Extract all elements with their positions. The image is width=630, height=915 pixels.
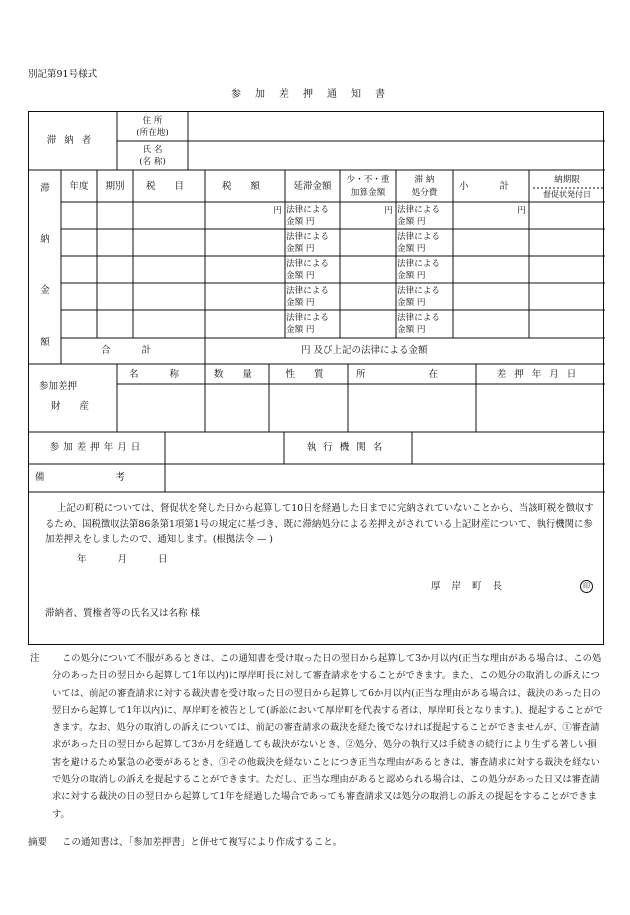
name-sublabel: (名 称) [139,157,166,167]
legal-amount-line: 金額 円 [397,244,426,254]
address-sublabel: (所在地) [136,128,169,138]
legal-amount-line: 法律による [397,232,440,242]
date-line: 年 月 日 [77,554,182,565]
total-value: 円 及び上記の法律による金額 [301,345,428,356]
yen-unit: 円 [384,206,393,216]
header-disposal-fee: 処分費 [411,188,438,198]
form-number: 別記第91号様式 [28,69,98,80]
header-subtotal: 小 計 [458,181,524,192]
page-title: 参加差押通知書 [231,89,399,100]
header-period: 期別 [105,181,125,192]
summary-text: この通知書は、「参加差押書」と併せて複写により作成すること。 [62,837,343,848]
header-late-fee: 延滞金額 [293,181,332,192]
legal-amount-line: 金額 円 [397,325,426,335]
property-header-seizure-date: 差押年月日 [496,369,585,380]
header-notice-date: 督促状発付日 [543,190,591,199]
legal-amount-line: 金額 円 [397,298,426,308]
executing-agency-label: 執行機関名 [306,442,390,453]
header-tax-amount: 税 額 [221,181,269,192]
legal-amount-line: 法律による [397,205,440,215]
property-header-name: 名 称 [128,369,194,380]
legal-amount-line: 金額 円 [397,271,426,281]
header-due-date: 納期限 [554,175,580,185]
legal-amount-line: 金額 円 [286,298,315,308]
arrears-side-char: 納 [40,234,50,245]
yen-unit: 円 [517,206,526,216]
property-label-sub: 財 産 [51,401,98,412]
seal-mark: 印 [580,580,593,593]
address-label: 住 所 [142,116,163,126]
note-text: この処分について不服があるときは、この通知書を受け取った日の翌日から起算して3か月以内(正当な理由がある場合は、この処分のあった日の翌日から起算して1年以内)に厚岸町長に対して審査請求をすることができます。また、この処分の取消しの訴えについては、前記の審査請求に対する裁決書を受け取った日の翌日から起算して6か月以内(正当な理由がある場合は、裁決のあった日の翌日から起算して1年以内)に、厚岸町を被告として(訴訟において厚岸町を代表する者は、厚岸町長となります。)、提起することができます。なお、処分の取消しの訴えについては、前記の審査請求の裁決を経た後でなければ提起することができませんが、①審査請求があった日の翌日から起算して3か月を経過しても裁決がないとき、②処分、処分の執行又は手続きの続行により生ずる著しい損害を避けるため緊急の必要があるとき、③その他裁決を経ないことにつき正当な理由があるときは、審査請求に対する裁決を経ないで処分の取消しの訴えを提起することができます。ただし、正当な理由があると認められる場合は、この処分があった日又は審査請求に対する裁決の日の翌日から起算して1年を経過した場合であっても審査請求又は処分の取消しの訴えの提起をすることができます。 [52,653,603,820]
total-label: 合 計 [100,345,166,356]
legal-amount-line: 法律による [286,313,329,323]
legal-amount-line: 法律による [397,286,440,296]
legal-amount-line: 金額 円 [286,244,315,254]
legal-amount-line: 法律による [286,259,329,269]
header-disposal: 滞 納 [414,175,435,185]
name-label: 氏 名 [142,145,163,155]
legal-amount-line: 法律による [286,205,329,215]
participation-date-label: 参加差押年月日 [49,442,145,453]
arrears-side-char: 金 [40,285,50,296]
legal-amount-line: 法律による [397,313,440,323]
legal-amount-line: 法律による [286,232,329,242]
legal-amount-line: 金額 円 [286,217,315,227]
property-header-location: 所 在 [355,369,469,380]
legal-amount-line: 金額 円 [286,325,315,335]
summary-label: 摘要 [28,837,48,848]
property-header-nature: 性 質 [285,369,332,380]
arrears-side-char: 滞 [40,183,50,194]
property-label: 参加差押 [39,381,78,392]
header-year: 年度 [69,181,89,192]
notice-body-text: 上記の町税については、督促状を発した日から起算して10日を経過した日までに完納されていないことから、当該町税を徴収するため、国税徴収法第86条第1項第1号の規定に基づき、既に滞納処分による差押えがされている上記財産について、執行機関に参加差押えをしましたので、通知します。(根拠法令 — ) [45,503,594,545]
arrears-side-char: 額 [40,337,50,348]
legal-amount-line: 法律による [286,286,329,296]
header-tax-item: 税 目 [145,181,193,192]
header-surcharge-amount: 加算金額 [350,188,386,198]
legal-amount-line: 金額 円 [286,271,315,281]
note-label: 注 [30,653,40,664]
taxpayer-label: 滞納者 [46,135,100,146]
property-header-quantity: 数 量 [213,369,261,380]
recipient-line: 滞納者、質権者等の氏名又は名称 様 [45,608,201,619]
legal-amount-line: 金額 円 [397,217,426,227]
yen-unit: 円 [273,206,282,216]
issuer-name: 厚岸町長 [431,581,514,592]
header-surcharge: 少・不・重 [346,175,390,185]
notice-form [28,111,604,645]
remarks-label: 備 考 [34,472,160,483]
legal-amount-line: 法律による [397,259,440,269]
